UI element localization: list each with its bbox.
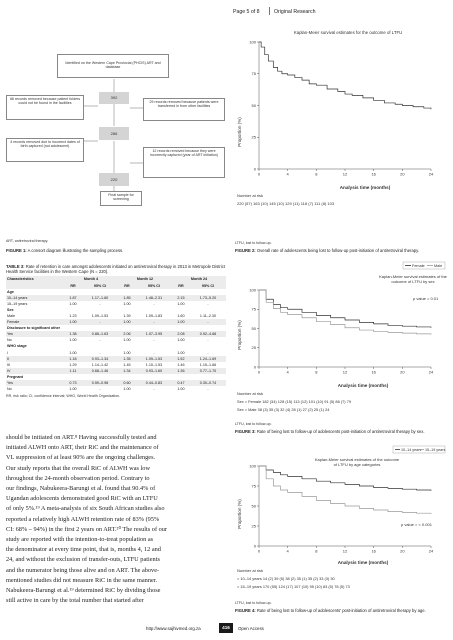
table3-cell: 0.93–1.60 (136, 368, 172, 374)
table3-title (6, 264, 226, 274)
figure1-caption-label: FIGURE 1: (6, 248, 27, 253)
body-line: 24, and without the exclusion of transfer-outs, LTFU patients (6, 556, 160, 564)
consort-count-220: 220 (99, 173, 129, 186)
consort-count-392: 392 (99, 92, 129, 104)
body-line: should be initiated on ART.⁸ Having successfully tested and (6, 434, 157, 441)
table3-cell: 1.09–1.53 (91, 314, 109, 319)
figure3-title-line2: outcome of LTFU by sex (391, 279, 435, 284)
footer-url[interactable]: http://www.sajhivmed.org.za (146, 626, 201, 631)
table3-cell: 1.00 (123, 387, 131, 392)
figure3-caption-text: Rate of being lost to follow-up of adolescents post-initiation of antiretroviral therapy by sex. (256, 429, 425, 434)
figure4-x-tick-label: 24 (428, 548, 434, 554)
figure3-footnote: LTFU, lost to follow-up. (235, 422, 272, 426)
figure2-x-tick-label: 12 (342, 171, 348, 177)
table3-cell: 1.00 (69, 387, 77, 392)
figure4-risk-10-14: = 10–14 years 14 (2) 39 (5) 38 (2) 35 (1) 35 (2) 33 (3) 30 (237, 576, 335, 581)
table3-row-label: Pregnant (7, 374, 23, 379)
table3-cell: - (99, 338, 101, 343)
table3-cell: 0.30–0.74 (190, 380, 226, 386)
figure2-y-tick-label: 100 (249, 39, 256, 45)
figure2-chart (235, 22, 447, 238)
figure4-x-tick-label: 16 (371, 548, 376, 554)
table3-cell: - (99, 387, 101, 392)
table3-cell: 1.00 (69, 301, 77, 306)
table3-row-label: I (7, 350, 9, 355)
table3-row-label: Female (6, 319, 64, 325)
table3-row-label: II (6, 356, 64, 362)
table3-cell: 1.45 (123, 362, 131, 367)
footer-access: Open Access (238, 626, 264, 631)
figure2-x-tick-label: 4 (286, 171, 289, 177)
figure4-xlabel: Analysis time (months) (337, 560, 389, 565)
table3-subheader: RR (64, 283, 82, 289)
table3-cell: 0.93–1.34 (82, 356, 118, 362)
table3-cell: 1.00 (69, 350, 77, 355)
figure3-x-tick-label: 8 (315, 369, 318, 375)
table3-row-label: IV (6, 368, 64, 374)
figure3-x-tick-label: 0 (257, 369, 261, 375)
table3-cell: 1.11 (64, 368, 82, 374)
figure4-series-line-1 (259, 466, 431, 491)
figure4-y-tick-label: 75 (251, 483, 256, 489)
figure3-series-line-1 (259, 290, 431, 328)
table3-cell: - (207, 350, 209, 355)
figure3 (235, 260, 447, 420)
body-line: mentioned studies did not measure RiC in the same manner. (6, 576, 158, 584)
table3-cell: - (136, 319, 172, 325)
table3-cell: 1.11–2.30 (199, 314, 217, 319)
figure2-y-tick-label: 50 (251, 102, 256, 108)
figure4-ylabel: Proportion (%) (237, 499, 242, 529)
table3-cell: 1.18 (64, 356, 82, 362)
table3-cell: 1.14–1.42 (91, 362, 109, 367)
table3-subheader: 95% CI (82, 283, 118, 289)
figure3-pvalue: p value = 0.01 (413, 296, 439, 301)
figure4-caption-text: Rate of being lost to follow-up of adolescents' post-initiation of antiretroviral therapy by age. (256, 608, 426, 613)
figure4-x-tick-label: 12 (342, 548, 348, 554)
table3-cell: 1.00 (177, 338, 185, 343)
figure2-ylabel: Proportion (%) (237, 117, 242, 147)
figure2-caption (235, 248, 447, 253)
figure2-risk-label: Number at risk (237, 193, 264, 198)
figure3-y-tick-label: 75 (251, 306, 256, 312)
body-line: Our study reports that the overall RiC of ALWH was low (6, 464, 150, 472)
table3-cell: 1.15–1.66 (199, 362, 217, 367)
figure3-y-tick-label: 0 (253, 364, 256, 370)
body-line: CI: 68% – 94%) in the first 2 years on ART.²⁰ The results of our (6, 525, 168, 533)
table3-cell: 1.00 (177, 350, 185, 355)
table3-cell: 1.00 (64, 319, 82, 325)
table3-subheader: 95% CI (136, 283, 172, 289)
figure2-y-tick-label: 75 (251, 71, 256, 77)
figure4-caption (235, 608, 447, 613)
table3-cell: 1.29 (69, 362, 77, 367)
table3-cell: 1.38 (64, 331, 82, 337)
table3-cell: 1.00 (123, 338, 131, 343)
legend-15-19-label: 15–19 years (425, 448, 446, 452)
figure2-title: Kaplan-Meier survival estimates for the outcome of LTFU (293, 30, 403, 35)
body-line: and the numerator being those alive and on ART. The above- (6, 566, 160, 574)
figure4-title-line2: of LTFU by age categories (333, 462, 381, 467)
legend-10-14-label: 10–14 years (401, 448, 422, 452)
table3-cell: 1.23 (69, 314, 77, 319)
figure1-caption-text: A consort diagram illustrating the sampling process. (27, 248, 124, 253)
table3-title-text: Rate of retention in care amongst adolescents initiated on antiretroviral therapy in 2013 in Metropole District Health Service facilities in the Western Cape (N = 220). (6, 264, 225, 275)
table3-cell: - (190, 319, 226, 325)
figure4-risk-15-19: = 15–19 years 170 (55) 124 (17) 107 (10) 95 (10) 83 (5) 78 (5) 73 (237, 584, 350, 589)
figure3-chart (235, 260, 447, 420)
figure4 (235, 444, 447, 600)
body-line: study are reported with the intention-to-treat population as (6, 536, 154, 544)
table3-cell: 1.34 (118, 368, 136, 374)
table3-cell: 1.17–1.60 (82, 295, 118, 301)
table3-cell: 2.15 (172, 295, 190, 301)
table3-row-label: Age (7, 289, 14, 294)
body-line: still active in care by the total number that started after (6, 597, 144, 605)
figure3-title-line1: Kaplan-Meier survival estimates of the (379, 274, 447, 279)
table3-cell: - (153, 350, 155, 355)
figure2-risk-values: 220 (57) 163 (10) 145 (10) 129 (11) 118 (7) 111 (8) 103 (237, 201, 335, 206)
table3-row-label: No (7, 387, 12, 392)
consort-exclusion-dob: 4 records removed due to incorrect dates of birth captured (not adolescent) (6, 138, 84, 162)
table3-cell: 1.52 (172, 356, 190, 362)
figure2-caption-text: Overall rate of adolescents being lost to follow-up post-initiation of antiretroviral therapy. (256, 248, 420, 253)
table3-row-label: Yes (6, 380, 64, 386)
figure4-y-tick-label: 50 (251, 503, 256, 509)
table3-cell: 0.77–1.70 (190, 368, 226, 374)
table3-cell: 1.10–1.53 (145, 362, 163, 367)
figure3-x-tick-label: 16 (371, 369, 376, 375)
footer-page-number: 416 (219, 623, 233, 633)
body-line: reported a relatively high ALWH retention rate of 83% (95% (6, 515, 160, 523)
table3-row-label: Sex (7, 307, 14, 312)
consort-source-box: Identified on the Western Cape Provincial (PHCIS) ART and database (57, 54, 169, 78)
table3-title-label: TABLE 3: (6, 264, 25, 269)
figure4-pvalue: p value = < 0.001 (401, 522, 432, 527)
table3-cell: 1.00 (118, 319, 136, 325)
figure2-y-tick-label: 25 (251, 134, 256, 140)
table3-cell: 1.85 (118, 295, 136, 301)
table3-cell: 1.39 (123, 314, 131, 319)
figure4-x-tick-label: 4 (286, 548, 289, 554)
figure1-caption (6, 248, 123, 253)
table3-cell: 0.92–4.68 (190, 331, 226, 337)
table3-cell: - (153, 301, 155, 306)
table3-subheader: RR (172, 283, 190, 289)
figure2 (235, 22, 447, 238)
figure4-x-tick-label: 0 (257, 548, 261, 554)
table3-row-label: III (7, 362, 11, 367)
table3-cell: 1.00 (177, 301, 185, 306)
table3-cell: 2.08 (172, 331, 190, 337)
table3-cell: 0.47 (172, 380, 190, 386)
figure4-y-tick-label: 0 (253, 543, 256, 549)
figure3-y-tick-label: 100 (249, 287, 256, 293)
body-text (6, 433, 226, 606)
figure4-title-line1: Kaplan-Meier survival estimates of the outcome (314, 457, 400, 462)
table3-cell: 0.88–1.63 (82, 331, 118, 337)
figure3-x-tick-label: 24 (428, 369, 434, 375)
table3-col-month12: Month 12 (118, 276, 172, 282)
figure4-y-tick-label: 100 (249, 463, 256, 469)
figure3-xlabel: Analysis time (months) (337, 383, 389, 388)
table3-cell: - (153, 338, 155, 343)
table3-cell: 1.00 (177, 387, 185, 392)
figure2-footnote: LTFU, lost to follow-up. (235, 241, 272, 245)
figure4-x-tick-label: 20 (400, 548, 405, 554)
figure1-footnote: ART, antiretroviral therapy. (6, 239, 49, 243)
consort-exclusion-folders: 66 records removed because patient folders could not be found in the facilities (6, 95, 84, 120)
figure3-y-tick-label: 50 (251, 325, 256, 331)
figure2-x-tick-label: 8 (315, 171, 318, 177)
figure4-series-line-2 (259, 466, 431, 514)
body-line: of only 5%.¹⁹ A meta-analysis of six South African studies also (6, 505, 165, 513)
table3-grid (6, 276, 226, 392)
figure2-xlabel: Analysis time (months) (339, 185, 391, 190)
table3-cell: 1.09–1.53 (136, 356, 172, 362)
figure4-y-tick-label: 25 (251, 523, 256, 529)
table3-cell: 1.00 (123, 350, 131, 355)
table3-row-label: Yes (6, 331, 64, 337)
figure3-risk-female: Sex = Female 182 (34) 128 (15) 113 (12) 101 (10) 91 (5) 86 (7) 79 (237, 399, 352, 404)
table3-cell: - (99, 350, 101, 355)
figure3-risk-label: Number at risk (237, 391, 264, 396)
figure2-caption-label: FIGURE 2: (235, 248, 256, 253)
section-label: Original Research (274, 9, 316, 15)
page-label: Page 5 of 8 (233, 9, 260, 15)
table3-footnote: RR, risk ratio; CI, confidence interval; WHO, World Health Organization. (6, 394, 121, 399)
table3-cell: 1.60 (177, 314, 185, 319)
figure3-risk-male: Sex = Male 38 (3) 35 (3) 32 (4) 28 (1) 27 (2) 25 (1) 24 (237, 407, 330, 412)
table3-cell: 1.87 (64, 295, 82, 301)
table3-cell: - (153, 387, 155, 392)
figure2-x-tick-label: 24 (428, 171, 434, 177)
table3-subheader: 95% CI (190, 283, 226, 289)
consort-exclusion-year: 12 records removed because they were incorrectly captured (year of ART initiation) (143, 147, 225, 178)
table3-subheader: RR (118, 283, 136, 289)
body-line: initiated ALWH onto ART, their RiC and the maintenance of (6, 444, 159, 452)
table3-cell: 1.07–3.95 (136, 331, 172, 337)
figure3-series-line-2 (259, 290, 431, 335)
table3-cell: 1.00 (172, 319, 190, 325)
table3-cell: 1.36 (172, 368, 190, 374)
table3-cell: 0.59–0.98 (82, 380, 118, 386)
consort-exclusion-transfers: 29 records removed because patients were transferred in from other facilities (143, 98, 225, 121)
figure3-caption-label: FIGURE 3: (235, 429, 256, 434)
table3-col-month24: Month 24 (172, 276, 226, 282)
table3-cell: 1.48–2.31 (136, 295, 172, 301)
figure2-x-tick-label: 20 (400, 171, 405, 177)
body-line: the denominator at every time point, that is, months 4, 12 and (6, 546, 161, 554)
table3-row-label: WHO stage (7, 344, 27, 349)
figure2-x-tick-label: 0 (257, 171, 261, 177)
figure3-y-tick-label: 25 (251, 345, 256, 351)
figure3-caption (235, 429, 447, 434)
figure4-x-tick-label: 8 (315, 548, 318, 554)
table3-cell: 0.73 (64, 380, 82, 386)
body-line: VL suppression of at least 90% are the ongoing challenges. (6, 454, 156, 462)
figure3-x-tick-label: 12 (342, 369, 348, 375)
table3-cell: 0.60 (118, 380, 136, 386)
table3-cell: 1.35 (118, 356, 136, 362)
body-line: Ugandan adolescents demonstrated good RiC with an LTFU (6, 495, 158, 503)
table3-cell: - (207, 338, 209, 343)
consort-final-box: Final sample for screening (100, 191, 142, 206)
figure4-risk-label: Number at risk (237, 568, 264, 573)
table3-col-characteristics: Characteristics (6, 276, 64, 282)
table3-row-label: 15–19 years (7, 301, 28, 306)
table3-cell: 1.24–1.69 (190, 356, 226, 362)
figure4-caption-label: FIGURE 4: (235, 608, 256, 613)
table3-cell: 0.44–0.83 (136, 380, 172, 386)
table3-row-label: No (7, 338, 12, 343)
legend-female-label: Female (412, 264, 425, 268)
table3-row-label: 10–14 years (6, 295, 64, 301)
figure4-footnote: LTFU, lost to follow-up. (235, 601, 272, 605)
table3-cell: 1.00 (69, 338, 77, 343)
table3-cell: - (99, 301, 101, 306)
table-row (6, 386, 226, 392)
figure3-x-tick-label: 20 (400, 369, 405, 375)
table3-cell: 1.73–5.20 (190, 295, 226, 301)
table3-cell: 1.46 (177, 362, 185, 367)
table3-cell: 0.68–1.46 (82, 368, 118, 374)
header-separator (269, 7, 270, 15)
figure2-x-tick-label: 16 (371, 171, 376, 177)
table3-cell: 2.06 (118, 331, 136, 337)
table3-row-label: Male (7, 314, 15, 319)
table3 (6, 264, 226, 398)
figure2-y-tick-label: 0 (253, 166, 256, 172)
table3-cell: - (207, 301, 209, 306)
body-line: our findings, Nabukeera-Barungi et al. found that 90.4% of (6, 485, 156, 493)
consort-count-286: 286 (99, 127, 129, 140)
body-line: throughout the 24-month observation period. Contrary to (6, 474, 150, 482)
figure3-x-tick-label: 4 (286, 369, 289, 375)
figure4-chart (235, 444, 447, 600)
legend-male-label: Male (434, 264, 443, 268)
figure2-series-line-1 (259, 42, 431, 109)
body-line: Nabukeera-Barungi et al.¹⁹ determined RiC by dividing those (6, 587, 161, 595)
table3-col-month4: Month 4 (64, 276, 118, 282)
table3-cell: - (82, 319, 118, 325)
table3-cell: - (207, 387, 209, 392)
table3-cell: 1.00 (123, 301, 131, 306)
table3-row-label: Disclosure to significant other (7, 326, 61, 331)
figure3-ylabel: Proportion (%) (237, 320, 242, 350)
table3-cell: 1.09–1.83 (145, 314, 163, 319)
